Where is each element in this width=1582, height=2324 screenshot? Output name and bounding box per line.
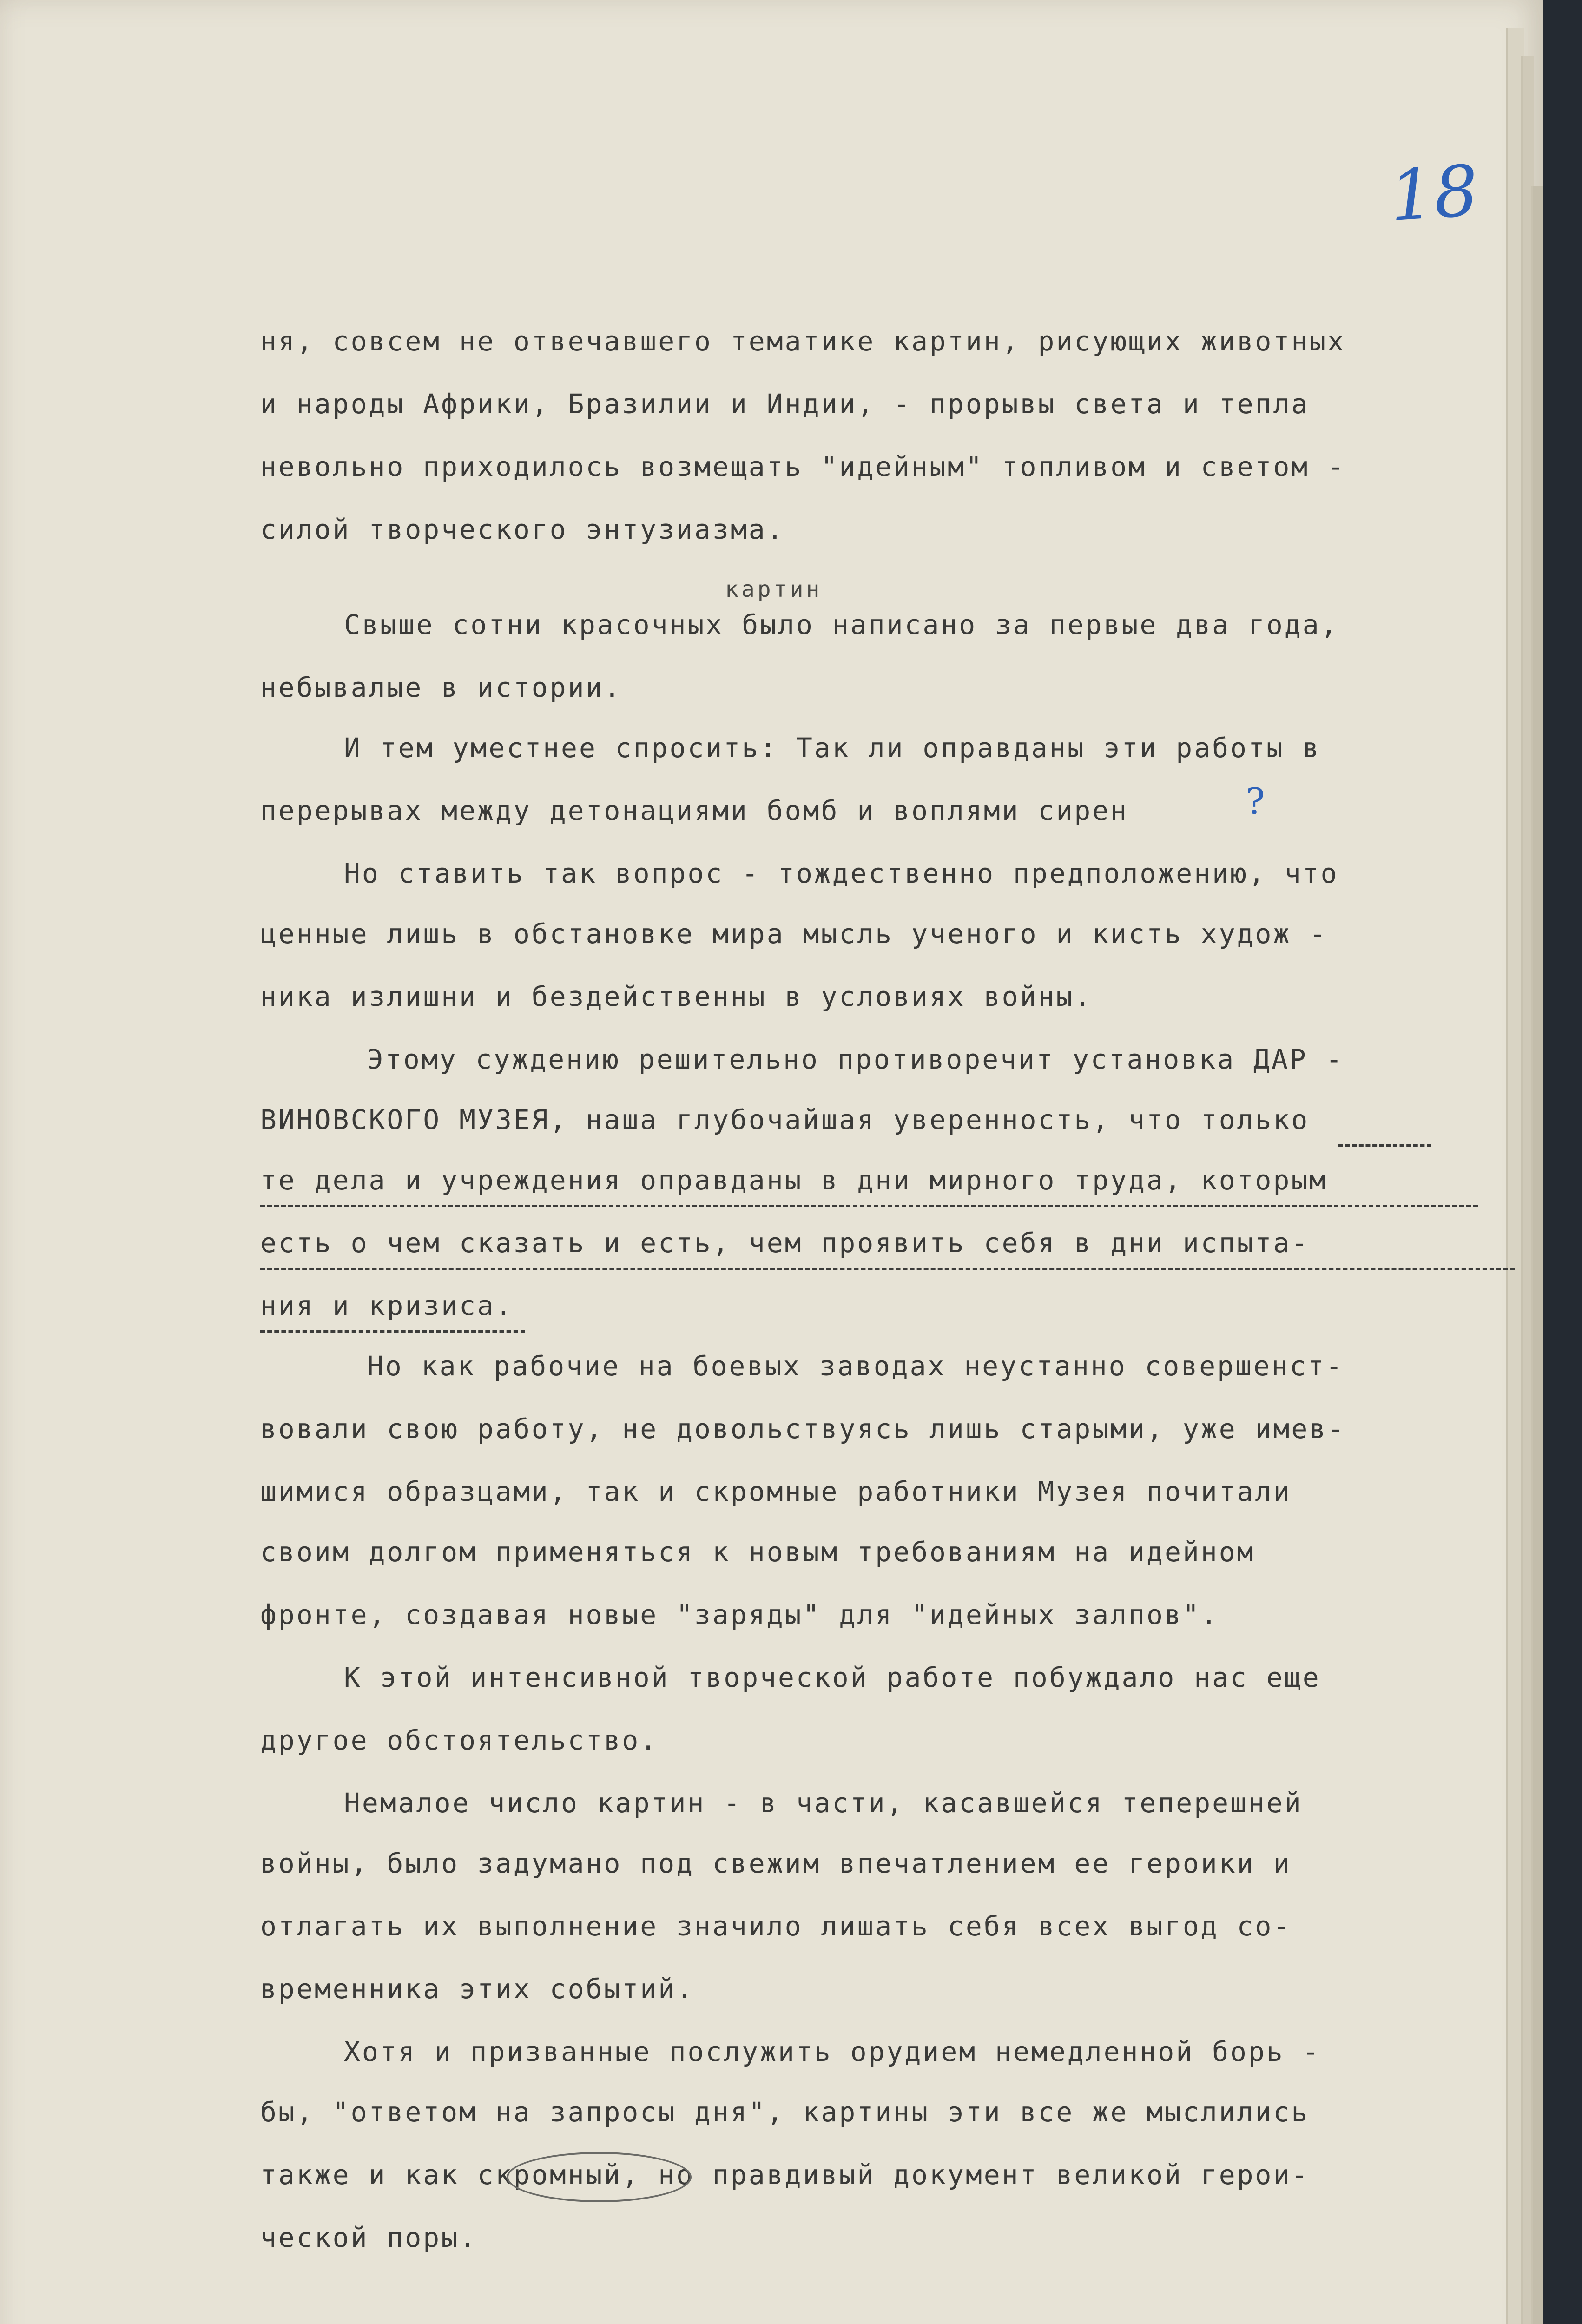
text-line: силой творческого энтузиазма. (260, 514, 785, 545)
text-line: также и как скромный, но правдивый документ великой герои- (260, 2159, 1310, 2191)
text-line: Но ставить так вопрос - тождественно предположению, что (344, 858, 1339, 889)
text-line: К этой интенсивной творческой работе побуждало нас еще (344, 1662, 1321, 1693)
handwritten-insert: картин (725, 576, 823, 602)
text-line: шимися образцами, так и скромные работники Музея почитали (260, 1476, 1292, 1507)
text-line: Хотя и призванные послужить орудием немедленной борь - (344, 2036, 1321, 2067)
underline-dashes (260, 1330, 525, 1333)
handwritten-question-mark: ? (1246, 781, 1265, 823)
text-line: вовали свою работу, не довольствуясь лишь старыми, уже имев- (260, 1413, 1346, 1445)
text-line: своим долгом применяться к новым требованиям на идейном (260, 1536, 1255, 1568)
text-line: перерывах между детонациями бомб и воплями сирен (260, 795, 1129, 826)
text-line: ческой поры. (260, 2222, 478, 2253)
text-line: ня, совсем не отвечавшего тематике картин, рисующих животных (260, 325, 1346, 357)
underline-dashes (1338, 1144, 1431, 1147)
text-line: Немалое число картин - в части, касавшейся теперешней (344, 1787, 1303, 1819)
text-line: ценные лишь в обстановке мира мысль ученого и кисть худож - (260, 918, 1328, 950)
page-edge-stack (1531, 186, 1543, 2324)
text-line: те дела и учреждения оправданы в дни мирного труда, которым (260, 1164, 1328, 1196)
text-line: отлагать их выполнение значило лишать себя всех выгод со- (260, 1910, 1292, 1942)
text-line: Но как рабочие на боевых заводах неустанно совершенст- (367, 1350, 1344, 1382)
text-line: ника излишни и бездейственны в условиях войны. (260, 981, 1093, 1012)
text-line: войны, было задумано под свежим впечатлением ее героики и (260, 1848, 1292, 1879)
text-line: фронте, создавая новые "заряды" для "идейных залпов". (260, 1599, 1219, 1631)
underline-dashes (260, 1268, 1515, 1270)
pencil-circle-mark (507, 2152, 692, 2202)
text-line: Этому суждению решительно противоречит установка ДАР - (367, 1043, 1344, 1075)
text-line: и народы Африки, Бразилии и Индии, - прорывы света и тепла (260, 388, 1310, 420)
page-number: 18 (1387, 150, 1481, 238)
text-line: Свыше сотни красочных было написано за первые два года, (344, 609, 1339, 640)
text-line: бы, "ответом на запросы дня", картины эти все же мыслились (260, 2096, 1310, 2128)
underline-dashes (260, 1205, 1478, 1207)
text-line: временника этих событий. (260, 1973, 695, 2005)
text-line: ния и кризиса. (260, 1290, 514, 1321)
text-line: невольно приходилось возмещать "идейным" топливом и светом - (260, 451, 1346, 482)
text-line: ВИНОВСКОГО МУЗЕЯ, наша глубочайшая уверенность, что только (260, 1104, 1310, 1136)
text-line: небывалые в истории. (260, 672, 622, 703)
text-line: И тем уместнее спросить: Так ли оправданы эти работы в (344, 732, 1321, 764)
text-line: другое обстоятельство. (260, 1724, 659, 1756)
text-line: есть о чем сказать и есть, чем проявить себя в дни испыта- (260, 1227, 1310, 1259)
